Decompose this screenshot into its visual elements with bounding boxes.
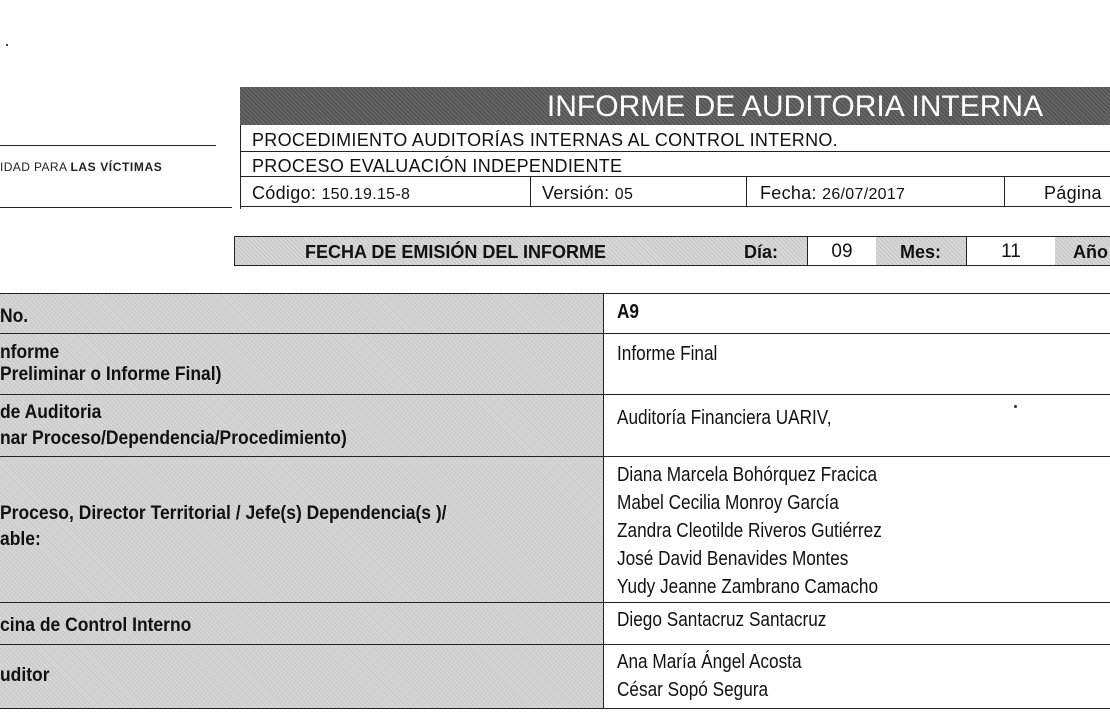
document-title: INFORME DE AUDITORIA INTERNA	[240, 87, 1110, 125]
row-value-cell	[605, 645, 1110, 708]
row-label: able:	[0, 529, 41, 550]
row-value: Auditoría Financiera UARIV,	[617, 407, 832, 429]
table-row	[0, 333, 1110, 395]
row-value: Zandra Cleotilde Riveros Gutiérrez	[617, 520, 882, 542]
logo-divider-top	[0, 145, 216, 146]
version-label: Versión:	[542, 183, 610, 203]
row-label: cina de Control Interno	[0, 615, 192, 636]
row-label: de Auditoria	[0, 402, 102, 423]
fecha-label: Fecha:	[760, 183, 817, 203]
row-label: nar Proceso/Dependencia/Procedimiento)	[0, 428, 347, 449]
row-value: Ana María Ángel Acosta	[617, 651, 802, 673]
row-label: Preliminar o Informe Final)	[0, 364, 222, 385]
procedure-name: PROCEDIMIENTO AUDITORÍAS INTERNAS AL CONTROL INTERNO.	[240, 125, 1110, 152]
row-value-cell	[605, 395, 1110, 457]
version-cell	[542, 177, 633, 207]
row-label-cell	[0, 457, 604, 603]
pagina-cell	[1044, 177, 1102, 207]
fecha-value: 26/07/2017	[822, 186, 906, 203]
anio-label: Año	[1073, 242, 1108, 262]
table-row	[0, 644, 1110, 709]
row-label-cell	[0, 603, 604, 645]
scan-speck	[6, 44, 8, 46]
codigo-cell	[252, 177, 410, 207]
meta-separator	[1004, 177, 1005, 207]
logo-text-bold: LAS VÍCTIMAS	[70, 160, 163, 174]
mes-label: Mes:	[900, 242, 942, 262]
row-label: Proceso, Director Territorial / Jefe(s) Dependencia(s )/	[0, 503, 447, 524]
fecha-cell	[760, 177, 905, 207]
row-value-cell	[605, 457, 1110, 603]
row-value: Mabel Cecilia Monroy García	[617, 492, 839, 514]
organization-logo	[0, 160, 162, 174]
row-value-cell	[605, 334, 1110, 395]
row-value: Informe Final	[617, 343, 718, 365]
version-value: 05	[614, 186, 634, 203]
row-value: A9	[617, 301, 639, 323]
meta-separator	[746, 177, 747, 207]
row-value: Diego Santacruz Santacruz	[617, 609, 827, 631]
row-label-cell	[0, 334, 604, 395]
row-value-cell	[605, 294, 1110, 334]
document-header	[240, 87, 1110, 209]
row-label: No.	[0, 306, 29, 327]
emission-label: FECHA DE EMISIÓN DEL INFORME	[305, 242, 607, 262]
header-meta-row	[240, 177, 1110, 207]
meta-separator	[530, 177, 531, 207]
pagina-label: Página	[1044, 183, 1102, 203]
row-label: nforme	[0, 342, 60, 363]
row-label: uditor	[0, 665, 50, 686]
row-label-cell	[0, 645, 604, 708]
row-value-cell	[605, 603, 1110, 645]
process-name: PROCESO EVALUACIÓN INDEPENDIENTE	[240, 152, 1110, 177]
table-row	[0, 456, 1110, 603]
codigo-value: 150.19.15-8	[321, 186, 411, 203]
dia-value: 09	[807, 237, 877, 265]
row-label-cell	[0, 294, 604, 334]
emission-date-strip	[234, 236, 1110, 266]
codigo-label: Código:	[252, 183, 317, 203]
logo-divider-bottom	[0, 207, 232, 208]
dia-label: Día:	[744, 242, 779, 262]
scan-speck	[1014, 405, 1017, 408]
table-row	[0, 293, 1110, 334]
row-value: Diana Marcela Bohórquez Fracica	[617, 464, 878, 486]
mes-value: 11	[966, 237, 1056, 265]
row-label-cell	[0, 395, 604, 457]
row-value: Yudy Jeanne Zambrano Camacho	[617, 576, 879, 598]
row-value: César Sopó Segura	[617, 679, 769, 701]
table-row	[0, 394, 1110, 457]
table-row	[0, 602, 1110, 645]
logo-text-light: IDAD PARA	[0, 160, 67, 174]
audit-info-table	[0, 293, 1110, 709]
row-value: José David Benavides Montes	[617, 548, 849, 570]
